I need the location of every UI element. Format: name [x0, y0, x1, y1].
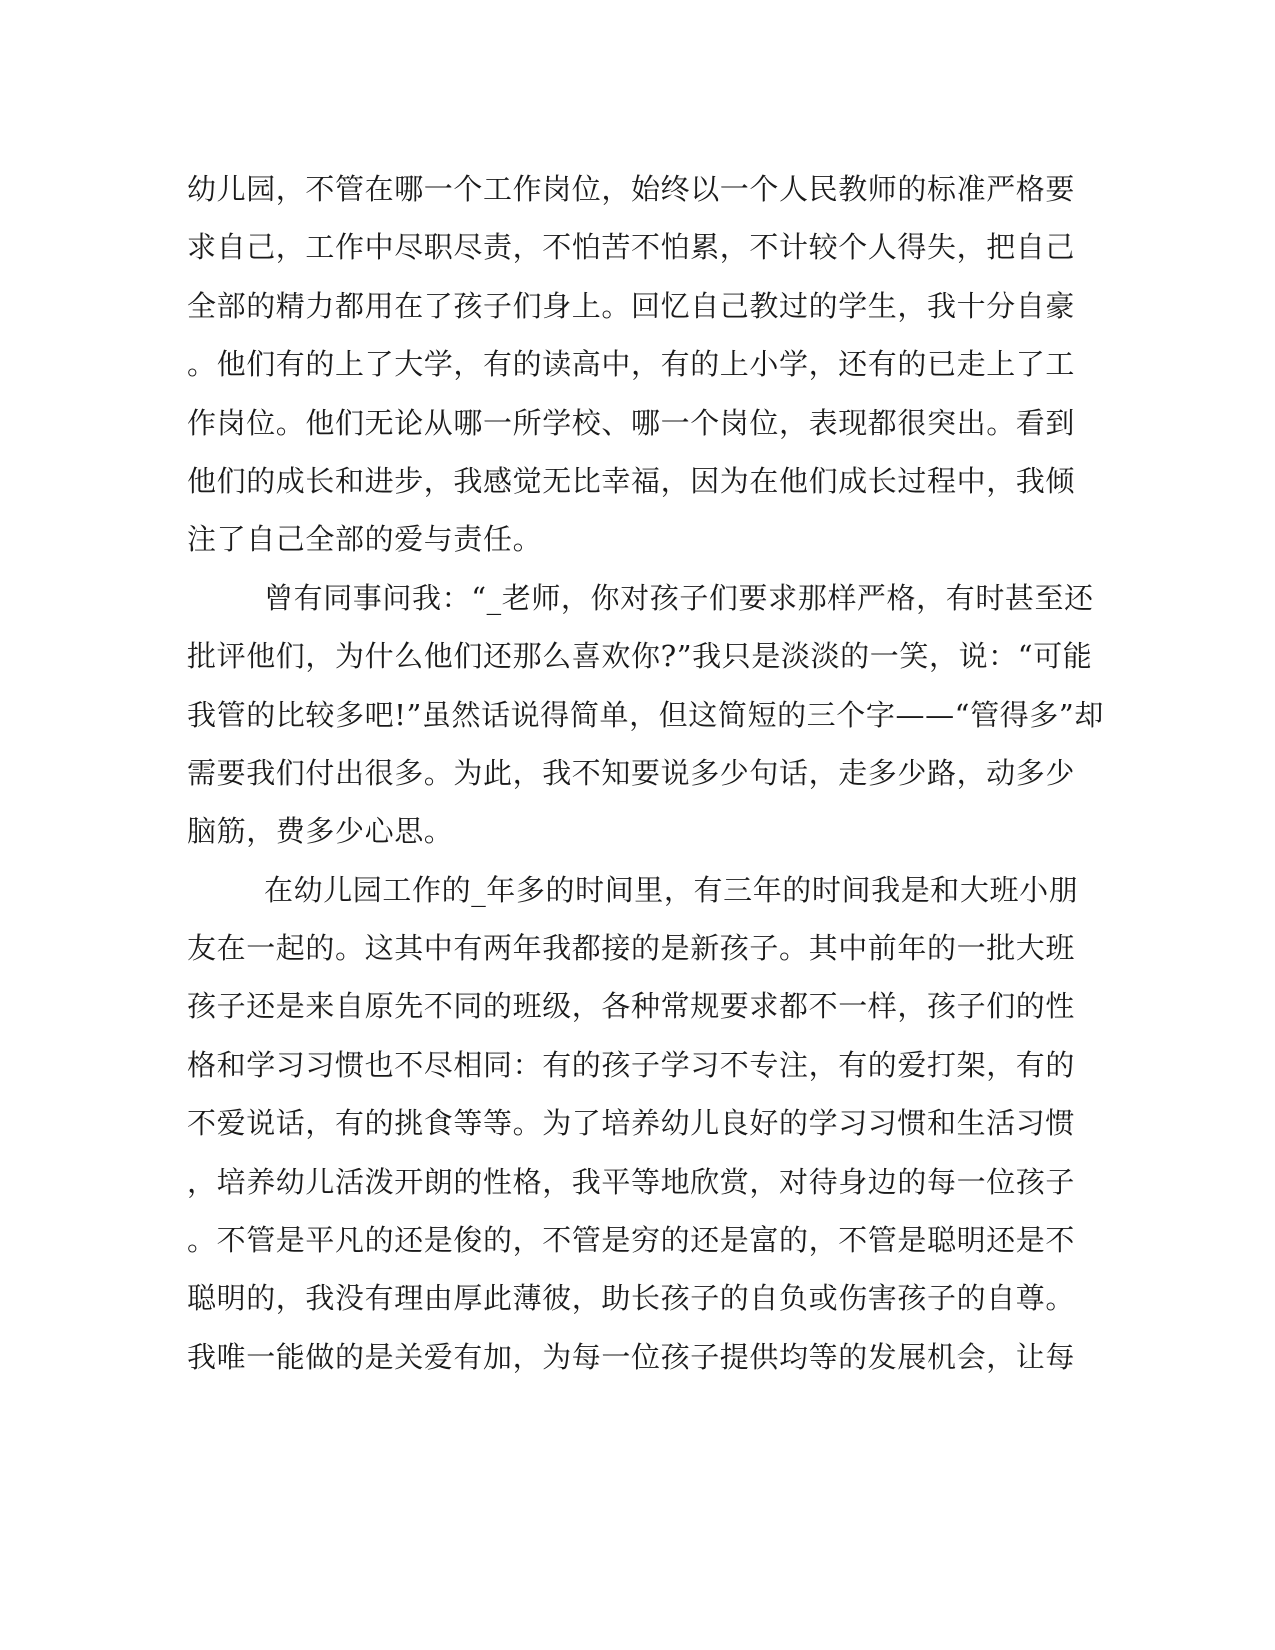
text-line: 幼儿园，不管在哪一个工作岗位，始终以一个人民教师的标准严格要 — [187, 172, 1076, 206]
text-line: 作岗位。他们无论从哪一所学校、哪一个岗位，表现都很突出。看到 — [187, 405, 1076, 440]
text-line: 聪明的，我没有理由厚此薄彼，助长孩子的自负或伤害孩子的自尊。 — [187, 1281, 1076, 1316]
paragraph-first-line: 曾有同事问我：“_老师，你对孩子们要求那样严格，有时甚至还 — [264, 580, 1094, 615]
text-line: 。他们有的上了大学，有的读高中，有的上小学，还有的已走上了工 — [187, 347, 1076, 382]
text-line: 格和学习习惯也不尽相同：有的孩子学习不专注，有的爱打架，有的 — [187, 1047, 1076, 1082]
text-line: 注了自己全部的爱与责任。 — [187, 522, 543, 557]
text-line: 孩子还是来自原先不同的班级，各种常规要求都不一样，孩子们的性 — [187, 989, 1076, 1024]
paragraph-first-line: 在幼儿园工作的_年多的时间里，有三年的时间我是和大班小朋 — [264, 872, 1079, 907]
text-line: 我唯一能做的是关爱有加，为每一位孩子提供均等的发展机会，让每 — [187, 1339, 1076, 1374]
text-line: 。不管是平凡的还是俊的，不管是穷的还是富的，不管是聪明还是不 — [187, 1223, 1076, 1258]
text-line: 批评他们，为什么他们还那么喜欢你?”我只是淡淡的一笑，说：“可能 — [187, 639, 1093, 674]
text-line: 全部的精力都用在了孩子们身上。回忆自己教过的学生，我十分自豪 — [187, 288, 1076, 323]
text-line: 脑筋，费多少心思。 — [187, 814, 454, 849]
text-line: 我管的比较多吧!”虽然话说得简单，但这简短的三个字——“管得多”却 — [187, 697, 1104, 732]
body-text — [187, 160, 1104, 1386]
text-line: 不爱说话，有的挑食等等。为了培养幼儿良好的学习习惯和生活习惯 — [187, 1106, 1076, 1141]
text-line: 友在一起的。这其中有两年我都接的是新孩子。其中前年的一批大班 — [187, 931, 1076, 966]
text-line: 需要我们付出很多。为此，我不知要说多少句话，走多少路，动多少 — [187, 755, 1076, 790]
text-line: 求自己，工作中尽职尽责，不怕苦不怕累，不计较个人得失，把自己 — [187, 230, 1076, 265]
text-line: 他们的成长和进步，我感觉无比幸福，因为在他们成长过程中，我倾 — [187, 463, 1076, 498]
text-line: ，培养幼儿活泼开朗的性格，我平等地欣赏，对待身边的每一位孩子 — [187, 1164, 1076, 1199]
